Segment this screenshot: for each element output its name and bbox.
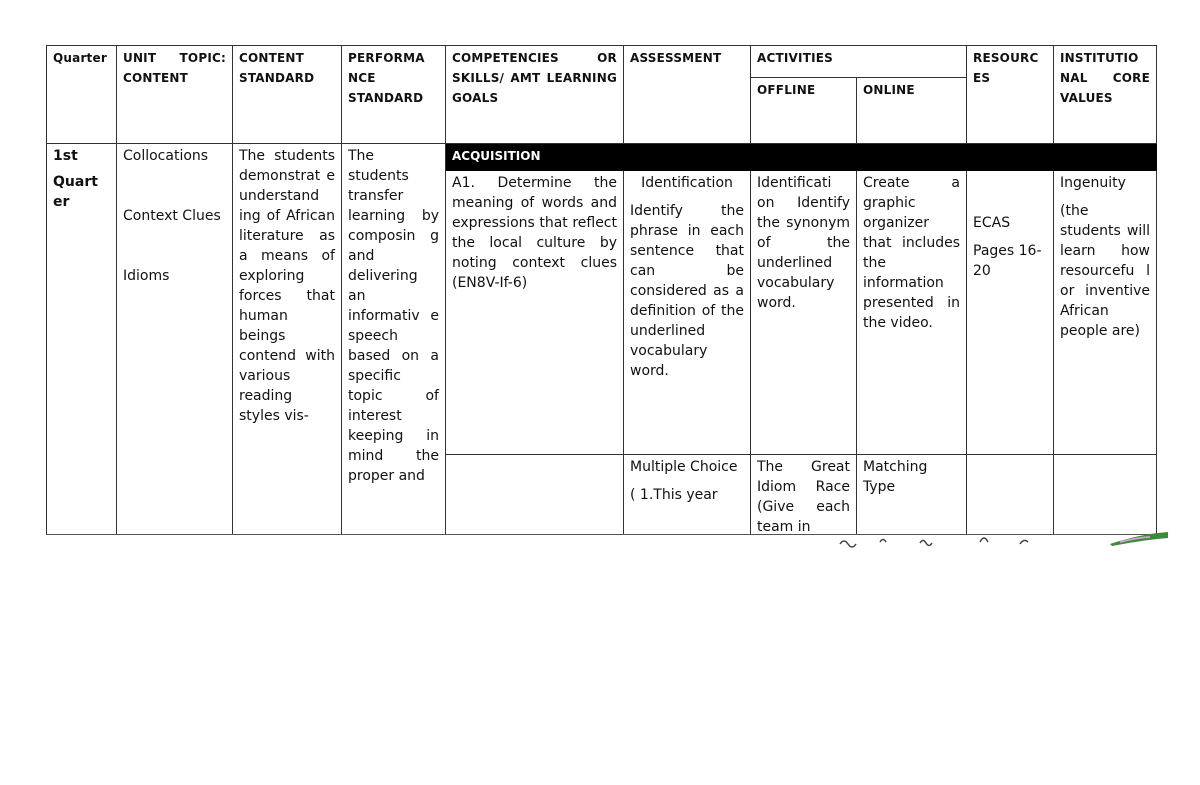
- topic-idioms: Idioms: [123, 268, 170, 284]
- header-unit-topic: UNIT TOPIC: CONTENT: [117, 46, 233, 144]
- quarter-cell: [47, 144, 117, 536]
- header-activities: ACTIVITIES: [751, 46, 967, 78]
- online-cell-1: Create a graphic organizer that includes the information presented in the video.: [857, 171, 967, 455]
- topic-gap: [123, 226, 226, 266]
- acquisition-band: ACQUISITION: [446, 144, 1157, 171]
- core-values-cell-2: [1054, 455, 1157, 536]
- topic-collocations: Collocations: [123, 148, 209, 164]
- assessment-cell-2: [624, 455, 751, 536]
- header-performance-standard: PERFORMA NCE STANDARD: [342, 46, 446, 144]
- content-standard-cell: The students demonstrat e understand ing of African literature as a means of exploring forces that human beings contend with various reading styles vis-: [233, 144, 342, 536]
- offline-cell-2: The Great Idiom Race (Give each team in: [751, 455, 857, 536]
- header-offline: OFFLINE: [751, 78, 857, 144]
- offline-cell-1: Identificati on Identify the synonym of the underlined vocabulary word.: [751, 171, 857, 455]
- header-resources: RESOURC ES: [967, 46, 1054, 144]
- resources-book: ECAS: [973, 215, 1011, 231]
- script-flourish-shape: [840, 538, 1028, 547]
- resources-pages: Pages 16-20: [973, 243, 1042, 279]
- assessment-body-1: Identify the phrase in each sentence that can be considered as a definition of the underlined vocabulary word.: [630, 203, 744, 379]
- decorative-footer-graphic: [820, 530, 1170, 550]
- performance-standard-cell: The students transfer learning by composin g and delivering an informativ e speech based on a specific topic of interest keeping in mind the proper and: [342, 144, 446, 536]
- header-content-standard: CONTENT STANDARD: [233, 46, 342, 144]
- header-quarter: Quarter: [47, 46, 117, 144]
- acquisition-band-row: [47, 144, 1157, 171]
- lesson-plan-table: [46, 45, 1157, 535]
- topic-context-clues: Context Clues: [123, 208, 221, 224]
- assessment-title-1: Identification: [641, 175, 733, 191]
- header-competencies: COMPETENCIES OR SKILLS/ AMT LEARNING GOALS: [446, 46, 624, 144]
- core-value-body: (the students will learn how resourcefu l or inventive African people are): [1060, 203, 1150, 339]
- core-values-cell: [1054, 171, 1157, 455]
- header-row: [47, 46, 1157, 78]
- lesson-table-clip: [46, 45, 1158, 535]
- competency-cell: A1. Determine the meaning of words and expressions that reflect the local culture by noting context clues (EN8V-If-6): [446, 171, 624, 455]
- assessment-body-2: ( 1.This year: [630, 487, 718, 503]
- assessment-cell-1: [624, 171, 751, 455]
- resources-cell-2: [967, 455, 1054, 536]
- header-core-values: INSTITUTIO NAL CORE VALUES: [1054, 46, 1157, 144]
- core-value-title: Ingenuity: [1060, 175, 1126, 191]
- resources-gap: [973, 173, 1047, 213]
- quarter-word: Quart er: [53, 174, 98, 210]
- unit-topic-cell: [117, 144, 233, 536]
- assessment-title-2: Multiple Choice: [630, 459, 738, 475]
- header-assessment: ASSESSMENT: [624, 46, 751, 144]
- online-cell-2: Matching Type: [857, 455, 967, 536]
- competency-cell-2: [446, 455, 624, 536]
- header-online: ONLINE: [857, 78, 967, 144]
- resources-cell: [967, 171, 1054, 455]
- quarter-number: 1st: [53, 148, 78, 164]
- topic-gap: [123, 166, 226, 206]
